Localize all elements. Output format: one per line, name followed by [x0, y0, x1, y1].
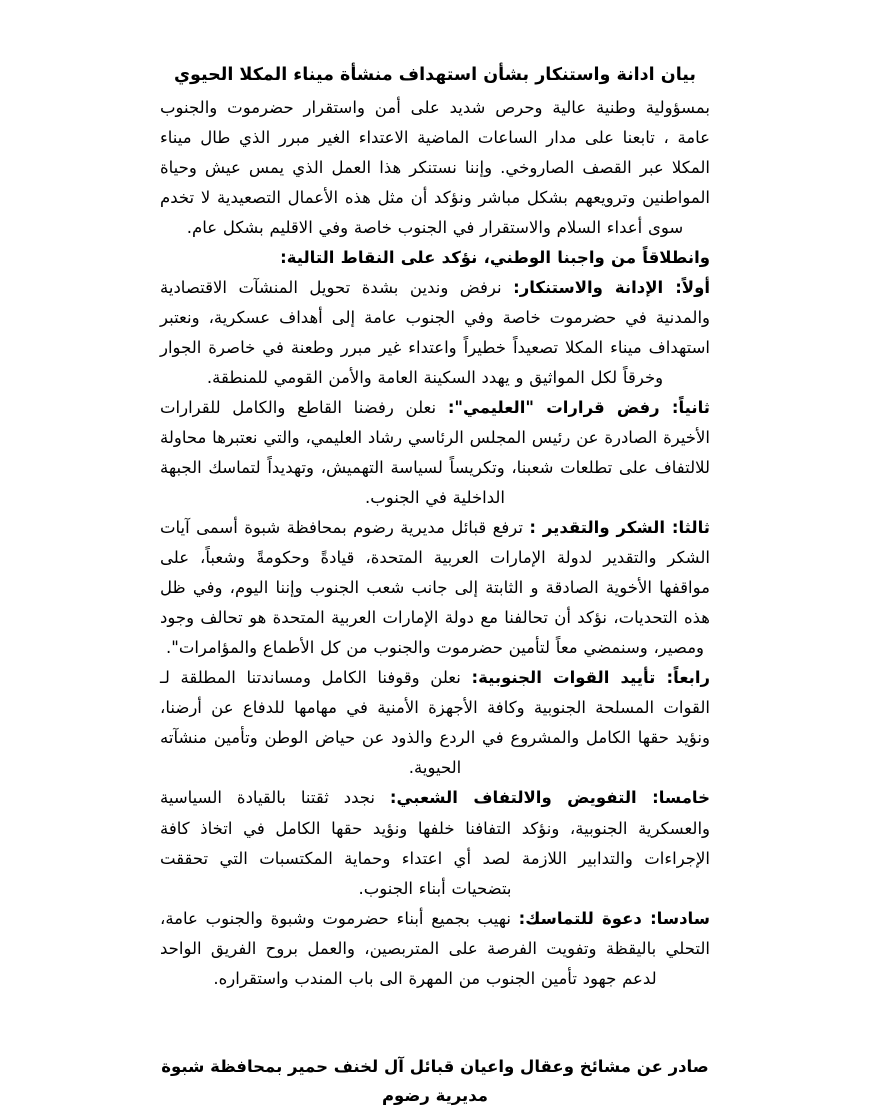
point-item [160, 513, 710, 663]
signature-spacer [160, 994, 710, 1052]
point-heading: ثالثا: الشكر والتقدير : [529, 518, 710, 538]
point-body: نرفض وندين بشدة تحويل المنشآت الاقتصادية والمدنية في حضرموت خاصة وفي الجنوب عامة إلى أهداف عسكرية، ونعتبر استهداف ميناء المكلا تصعيداً خطيراً واعتداء غير مبرر وطعنة في خاصرة الجوار وخرقاً لكل المواثيق و يهدد السكينة العامة والأمن القومي للمنطقة. [160, 278, 710, 388]
point-body: نهيب بجميع أبناء حضرموت وشبوة والجنوب عامة، التحلي باليقظة وتفويت الفرصة على المتربصين، والعمل بروح الفريق الواحد لدعم جهود تأمين الجنوب من المهرة الى باب المندب واستقراره. [160, 908, 710, 988]
points-intro-line: وانطلاقاً من واجبنا الوطني، نؤكد على النقاط التالية: [280, 248, 710, 268]
point-heading: رابعاً: تأييد القوات الجنوبية: [471, 668, 710, 688]
point-body: نعلن رفضنا القاطع والكامل للقرارات الأخيرة الصادرة عن رئيس المجلس الرئاسي رشاد العليمي، والتي نعتبرها محاولة للالتفاف على تطلعات شعبنا، وتكريساً لسياسة التهميش، وتهديداً لتماسك الجبهة الداخلية في الجنوب. [160, 398, 710, 508]
point-body: نجدد ثقتنا بالقيادة السياسية والعسكرية الجنوبية، ونؤكد التفافنا خلفها ونؤيد حقها الكامل في اتخاذ كافة الإجراءات والتدابير اللازمة لصد أي اعتداء وحماية المكتسبات التي تحققت بتضحيات أبناء الجنوب. [160, 788, 710, 898]
point-heading: سادسا: دعوة للتماسك: [518, 908, 710, 928]
point-item [160, 393, 710, 513]
point-item [160, 273, 710, 393]
page-title: بيان ادانة واستنكار بشأن استهداف منشأة ميناء المكلا الحيوي [174, 65, 696, 85]
signature-line: صادر عن مشائخ وعقال واعيان قبائل آل لخنف حمير بمحافظة شبوة مديرية رضوم [161, 1056, 709, 1106]
point-heading: أولاً: الإدانة والاستنكار: [513, 278, 710, 298]
point-heading: خامسا: التفويض والالتفاف الشعبي: [389, 788, 710, 808]
intro-paragraph: بمسؤولية وطنية عالية وحرص شديد على أمن واستقرار حضرموت والجنوب عامة ، تابعنا على مدار الساعات الماضية الاعتداء الغير مبرر الذي طال ميناء المكلا عبر القصف الصاروخي. وإننا نستنكر هذا العمل الذي يمس عيش وحياة المواطنين وترويعهم بشكل مباشر ونؤكد أن مثل هذه الأعمال التصعيدية لا تخدم سوى أعداء السلام والاستقرار في الجنوب خاصة وفي الاقليم بشكل عام. [160, 98, 710, 238]
point-item [160, 783, 710, 903]
point-body: نعلن وقوفنا الكامل ومساندتنا المطلقة لـ القوات المسلحة الجنوبية وكافة الأجهزة الأمنية في مهامها للدفاع عن أرضنا، ونؤيد حقها الكامل والمشروع في الردع والذود عن حياض الوطن وتأمين منشآته الحيوية. [160, 668, 710, 778]
point-item [160, 904, 710, 994]
point-body: ترفع قبائل مديرية رضوم بمحافظة شبوة أسمى آيات الشكر والتقدير لدولة الإمارات العربية المتحدة، قيادةً وحكومةً وشعباً، على مواقفها الأخوية الصادقة و الثابتة إلى جانب شعب الجنوب وإننا اليوم، وفي ظل هذه التحديات، نؤكد أن تحالفنا مع دولة الإمارات العربية المتحدة هو تحالف وجود ومصير، وسنمضي معاً لتأمين حضرموت والجنوب من كل الأطماع والمؤامرات". [160, 518, 710, 658]
point-heading: ثانياً: رفض قرارات "العليمي": [447, 398, 710, 418]
point-item [160, 663, 710, 783]
